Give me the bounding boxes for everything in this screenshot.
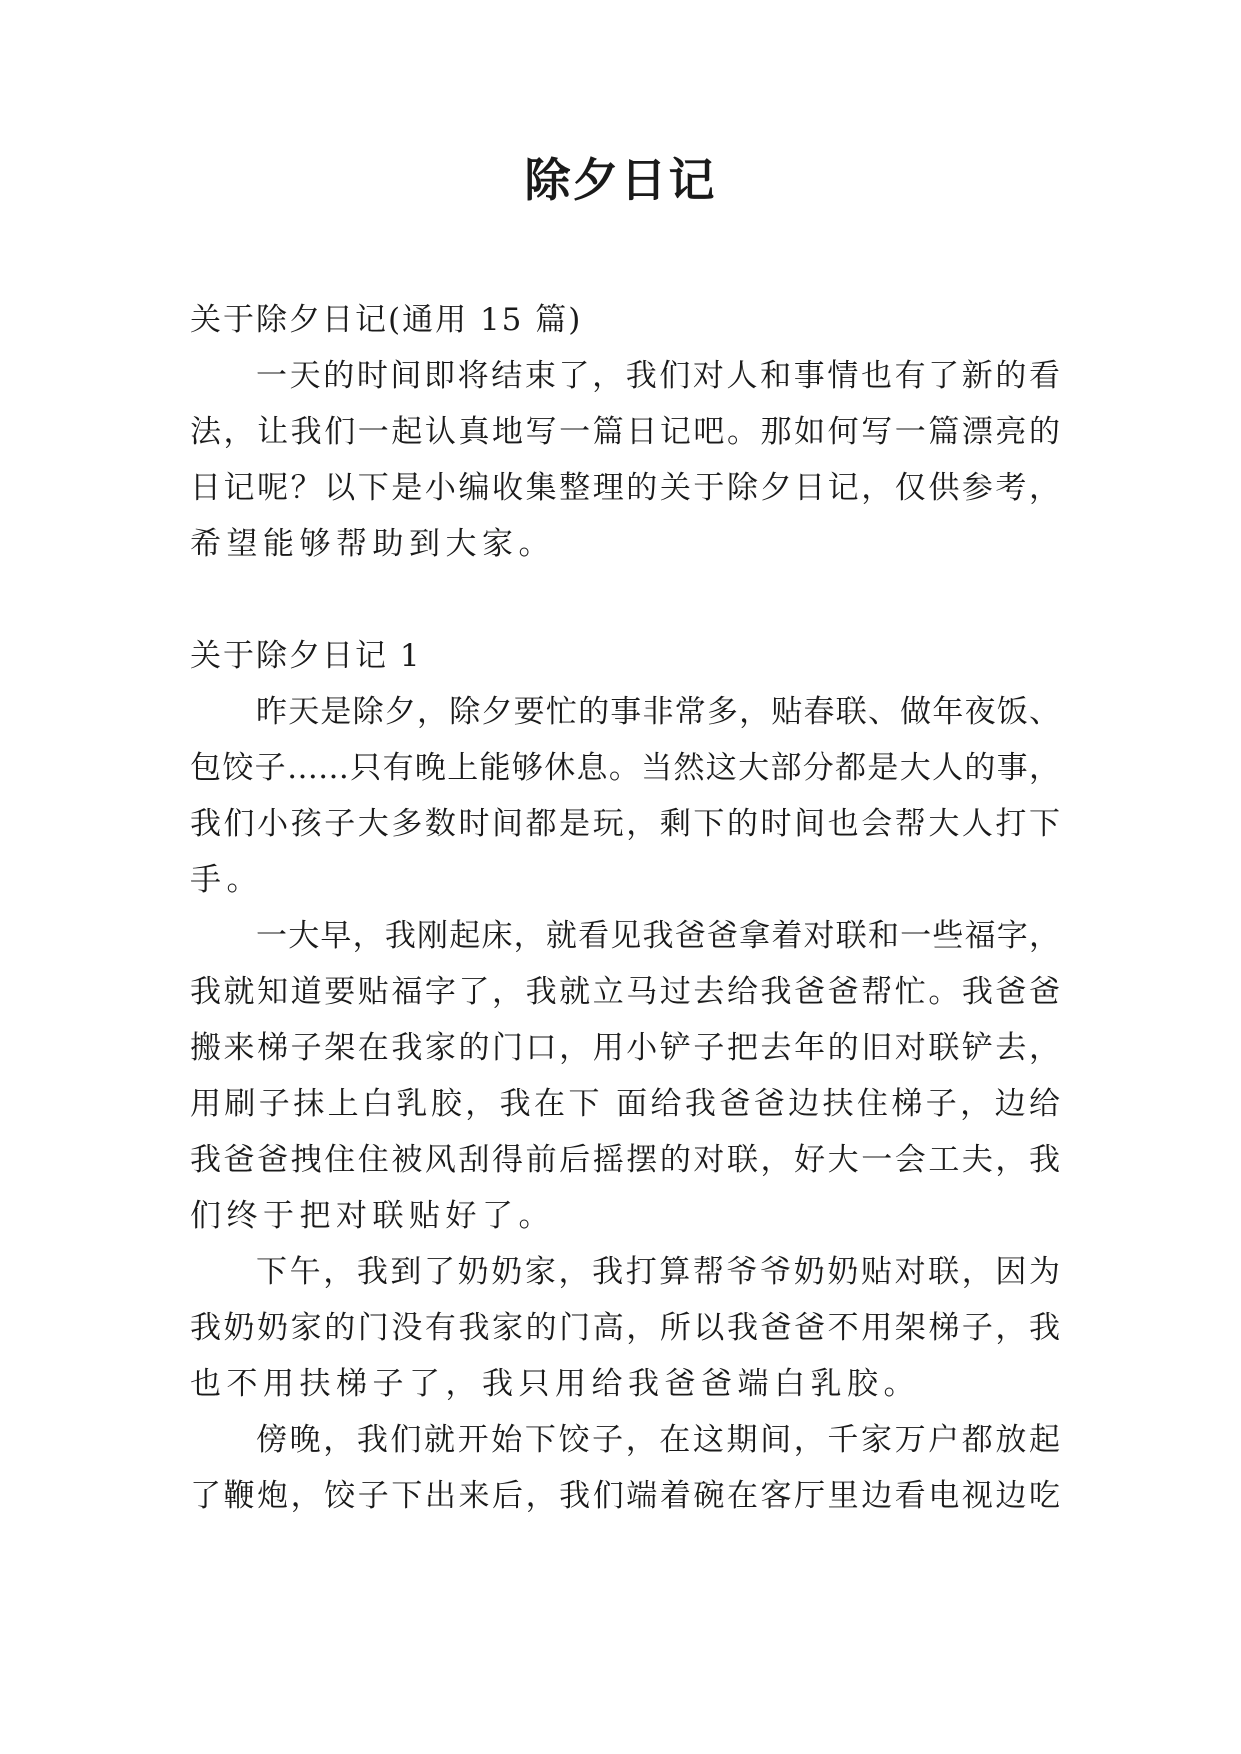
paragraph-line: 我们小孩子大多数时间都是玩，剩下的时间也会帮大人打下 bbox=[190, 806, 1060, 842]
paragraph-line: 了鞭炮，饺子下出来后，我们端着碗在客厅里边看电视边吃 bbox=[190, 1478, 1060, 1514]
paragraph-line: 希望能够帮助到大家。 bbox=[190, 526, 555, 562]
paragraph-line: 一天的时间即将结束了，我们对人和事情也有了新的看 bbox=[256, 358, 1060, 394]
paragraph-line: 日记呢？以下是小编收集整理的关于除夕日记，仅供参考， bbox=[190, 470, 1060, 506]
paragraph-line: 们终于把对联贴好了。 bbox=[190, 1198, 555, 1234]
page-title: 除夕日记 bbox=[524, 153, 717, 207]
paragraph-line: 下午，我到了奶奶家，我打算帮爷爷奶奶贴对联，因为 bbox=[256, 1254, 1060, 1290]
paragraph-line: 我爸爸拽住住被风刮得前后摇摆的对联，好大一会工夫，我 bbox=[190, 1142, 1060, 1178]
paragraph-line: 法，让我们一起认真地写一篇日记吧。那如何写一篇漂亮的 bbox=[190, 414, 1060, 450]
intro-paragraph bbox=[190, 348, 1060, 572]
paragraph-line: 搬来梯子架在我家的门口，用小铲子把去年的旧对联铲去， bbox=[190, 1030, 1060, 1066]
document-subtitle: 关于除夕日记(通用 15 篇) bbox=[190, 302, 583, 338]
paragraph-line: 我就知道要贴福字了，我就立马过去给我爸爸帮忙。我爸爸 bbox=[190, 974, 1060, 1010]
paragraph-line: 包饺子……只有晚上能够休息。当然这大部分都是大人的事， bbox=[190, 750, 1060, 786]
paragraph-line: 昨天是除夕，除夕要忙的事非常多，贴春联、做年夜饭、 bbox=[256, 694, 1060, 730]
paragraph-3 bbox=[190, 1244, 1060, 1412]
paragraph-2 bbox=[190, 908, 1060, 1244]
paragraph-line: 傍晚，我们就开始下饺子，在这期间，千家万户都放起 bbox=[256, 1422, 1060, 1458]
paragraph-line: 用刷子抹上白乳胶，我在下 面给我爸爸边扶住梯子，边给 bbox=[190, 1086, 1060, 1122]
paragraph-line: 手。 bbox=[190, 862, 263, 898]
paragraph-line: 一大早，我刚起床，就看见我爸爸拿着对联和一些福字， bbox=[256, 918, 1060, 954]
paragraph-4 bbox=[190, 1412, 1060, 1524]
paragraph-line: 我奶奶家的门没有我家的门高，所以我爸爸不用架梯子，我 bbox=[190, 1310, 1060, 1346]
section-spacer bbox=[190, 572, 1060, 628]
paragraph-line: 也不用扶梯子了，我只用给我爸爸端白乳胶。 bbox=[190, 1366, 920, 1402]
section-heading: 关于除夕日记 1 bbox=[190, 638, 422, 674]
document-body bbox=[190, 292, 1060, 1524]
paragraph-1 bbox=[190, 684, 1060, 908]
